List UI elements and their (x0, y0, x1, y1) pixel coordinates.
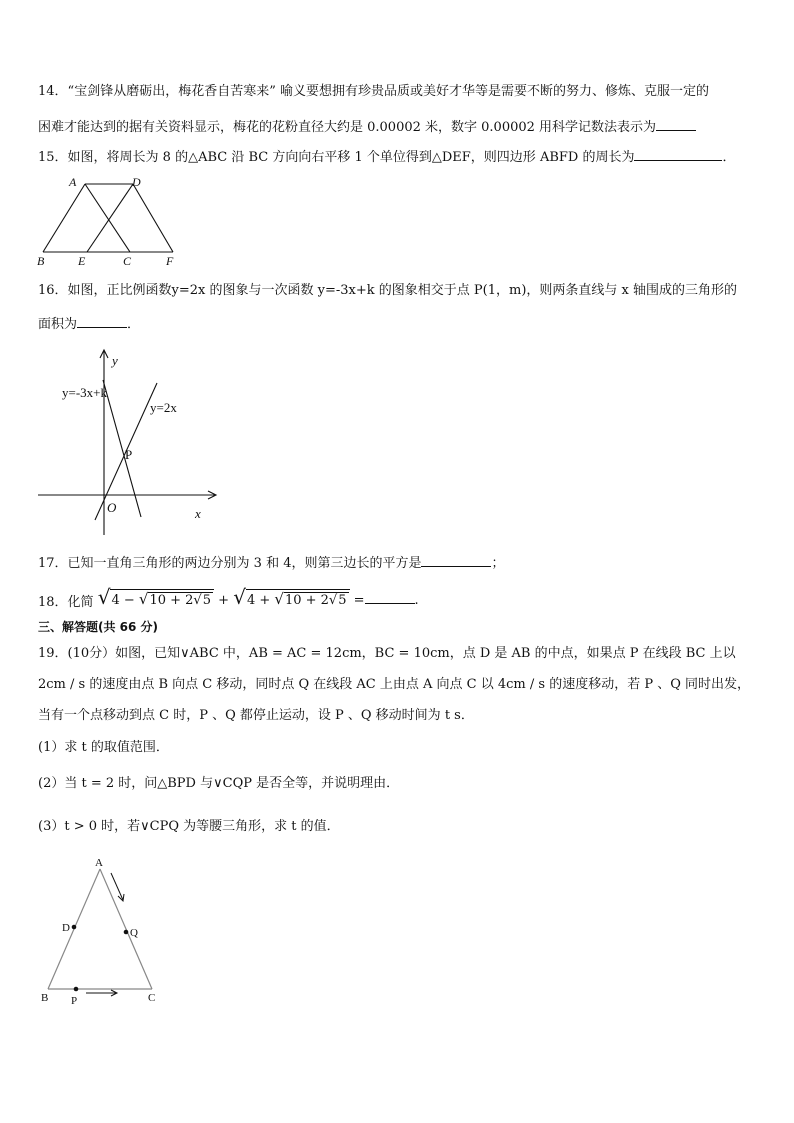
q17-text (38, 554, 505, 570)
q18-term1-core: 5 (202, 593, 211, 608)
q18-radicand-2: 4 + √10 + 2√5 (246, 589, 350, 608)
q14-line2 (38, 118, 696, 134)
q18-answer-blank (365, 591, 415, 604)
q18-text (38, 585, 419, 609)
q18-radicand-1: 4 − √10 + 2√5 (110, 589, 214, 608)
q19-label-P: P (71, 995, 78, 1007)
q16-label-line-a: y=-3x+k (62, 385, 107, 400)
q18-plus: + (218, 593, 230, 608)
q18-sqrt-term2: √ (233, 585, 246, 609)
q15-label-D: D (132, 175, 141, 189)
q19-point-D (72, 925, 77, 930)
q15-label-B: B (37, 254, 45, 268)
q19-label-A: A (95, 857, 103, 869)
q18-term2-inner: 10 + 2 (284, 593, 329, 608)
q16-answer-blank (77, 315, 127, 328)
q16-line2 (38, 315, 140, 331)
q19-label-B: B (41, 992, 49, 1004)
q15-label-E: E (78, 254, 86, 268)
q15-end: ． (722, 150, 736, 165)
q16-label-x: x (195, 506, 201, 521)
q14-line2-text: 困难才能达到的据有关资料显示，梅花的花粉直径大约是 0.00002 米，数字 0.00002 用科学记数法表示为 (38, 120, 657, 135)
q18-term2-outer: 4 + (246, 593, 271, 608)
q15-question: 15．如图，将周长为 8 的△ABC 沿 BC 方向向右平移 1 个单位得到△DEF，则四边形 ABFD 的周长为 (38, 150, 635, 165)
q19-line3: 当有一个点移动到点 C 时，P 、Q 都停止运动，设 P 、Q 移动时间为 t s． (38, 708, 474, 723)
q18-sqrt-term1: √ (97, 585, 111, 609)
q19-label-C: C (148, 992, 156, 1004)
q14-line1: 14．“宝剑锋从磨砺出，梅花香自苦寒来” 喻义要想拥有珍贵品质或美好才华等是需要不断的努力、修炼、克服一定的 (38, 84, 709, 99)
q15-figure (35, 172, 195, 268)
q15-answer-blank (634, 148, 722, 161)
section3-title: 三、解答题(共 66 分) (38, 620, 159, 634)
q16-line2-suffix: ． (127, 317, 141, 332)
q16-label-line-b: y=2x (150, 400, 177, 415)
q18-term1-outer: 4 − (111, 593, 135, 608)
q19-line1: 19．(10分）如图，已知∨ABC 中，AB = AC = 12cm，BC = 10cm，点 D 是 AB 的中点，如果点 P 在线段 BC 上以 (38, 646, 736, 661)
q17-question: 17．已知一直角三角形的两边分别为 3 和 4，则第三边长的平方是 (38, 556, 422, 571)
q19-line2: 2cm / s 的速度由点 B 向点 C 移动，同时点 Q 在线段 AC 上由点 A 向点 C 以 4cm / s 的速度移动，若 P 、Q 同时出发， (38, 677, 751, 692)
q17-answer-blank (421, 554, 491, 567)
q18-prefix: 18．化简 (38, 595, 94, 610)
q18-term2-core: 5 (338, 593, 347, 608)
q19-label-D: D (62, 922, 70, 934)
q19-sub1: (1）求 t 的取值范围． (38, 740, 169, 755)
q19-figure (38, 855, 178, 1005)
q18-equals: = (353, 593, 365, 608)
q19-sub2: (2）当 t = 2 时，问△BPD 与∨CQP 是否全等，并说明理由． (38, 776, 400, 791)
q16-line1: 16．如图，正比例函数y=2x 的图象与一次函数 y=-3x+k 的图象相交于点 P(1，m)，则两条直线与 x 轴围成的三角形的 (38, 283, 737, 298)
q15-text (38, 148, 735, 164)
q19-label-Q: Q (130, 927, 138, 939)
q16-figure (35, 345, 235, 535)
q16-line2-prefix: 面积为 (38, 317, 78, 332)
q15-label-C: C (123, 254, 132, 268)
q19-point-P (74, 987, 79, 992)
q17-suffix: ； (491, 556, 505, 571)
q18-term1-inner: 10 + 2 (149, 593, 194, 608)
q16-label-y: y (112, 353, 118, 368)
q19-sub3: (3）t > 0 时，若∨CPQ 为等腰三角形，求 t 的值． (38, 819, 340, 834)
q16-label-P: P (125, 447, 133, 462)
q18-end: . (414, 593, 419, 608)
q14-answer-blank (656, 118, 696, 131)
q16-label-origin: O (107, 500, 117, 515)
q15-label-F: F (166, 254, 174, 268)
q19-point-Q (124, 930, 129, 935)
q15-label-A: A (69, 175, 77, 189)
